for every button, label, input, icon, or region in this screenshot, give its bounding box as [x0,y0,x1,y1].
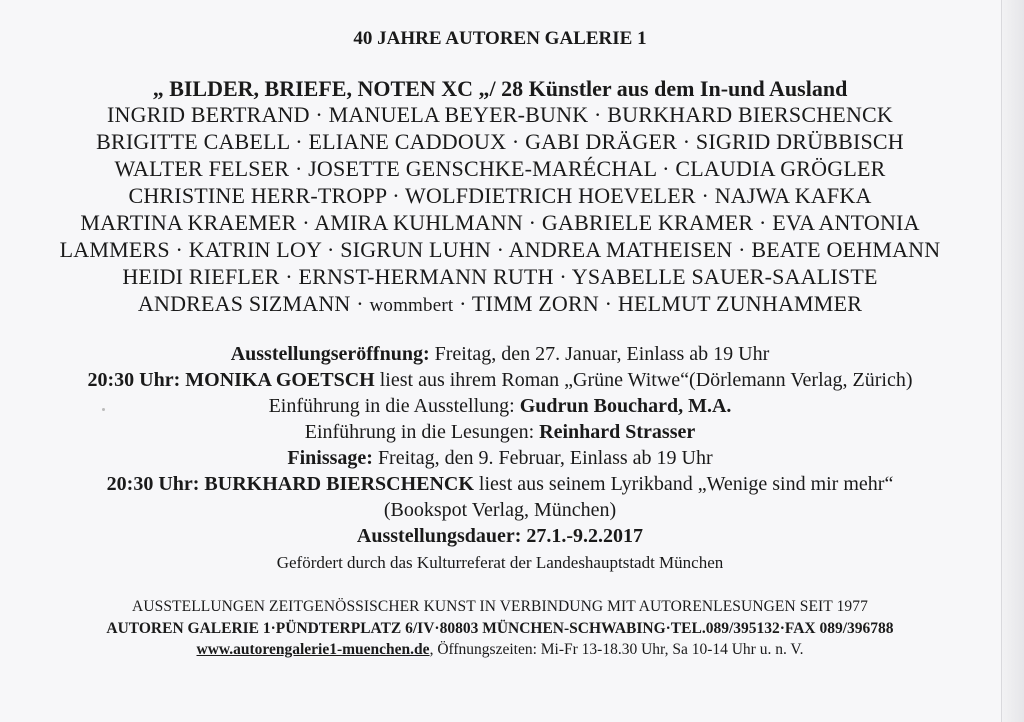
artist-name-lowercase: wommbert [369,295,454,316]
artist-line: INGRID BERTRAND · MANUELA BEYER-BUNK · BURKHARD BIERSCHENCK [107,102,893,127]
intro-readings-name: Reinhard Strasser [539,421,696,443]
reading2-time: 20:30 Uhr: BURKHARD BIERSCHENCK [106,473,474,495]
page-edge [1001,0,1024,722]
artist-line: MARTINA KRAEMER · AMIRA KUHLMANN · GABRIELE KRAMER · EVA ANTONIA [80,210,920,235]
artist-line: BRIGITTE CABELL · ELIANE CADDOUX · GABI DRÄGER · SIGRID DRÜBBISCH [96,129,904,154]
duration-line: Ausstellungsdauer: 27.1.-9.2.2017 [356,525,644,547]
finissage-label: Finissage: [287,447,373,469]
footer-tagline: AUSSTELLUNGEN ZEITGENÖSSISCHER KUNST IN VERBINDUNG MIT AUTORENLESUNGEN SEIT 1977 [132,598,868,615]
artist-name: ANDREAS SIZMANN · [137,291,370,316]
footer-address: AUTOREN GALERIE 1·PÜNDTERPLATZ 6/IV·80803 MÜNCHEN-SCHWABING·TEL.089/395132·FAX 089/396788 [106,620,894,637]
footer-web-line [0,641,1000,659]
intro-exhibition-name: Gudrun Bouchard, M.A. [519,395,732,417]
reading1-text: liest aus ihrem Roman „Grüne Witwe“(Dörlemann Verlag, Zürich) [374,369,913,391]
reading1-time: 20:30 Uhr: MONIKA GOETSCH [87,369,375,391]
intro-exhibition-line [0,395,1000,418]
artist-line: HEIDI RIEFLER · ERNST-HERMANN RUTH · YSABELLE SAUER-SAALISTE [122,264,878,289]
artist-line: WALTER FELSER · JOSETTE GENSCHKE-MARÉCHAL · CLAUDIA GRÖGLER [114,156,886,181]
opening-text: Freitag, den 27. Januar, Einlass ab 19 Uhr [429,343,770,365]
exhibition-subtitle: „ BILDER, BRIEFE, NOTEN XC „/ 28 Künstler aus dem In-und Ausland [152,76,848,101]
card-heading: 40 JAHRE AUTOREN GALERIE 1 [353,28,647,49]
artist-line-last [0,291,1000,317]
publisher2-line: (Bookspot Verlag, München) [383,499,617,521]
artist-line: CHRISTINE HERR-TROPP · WOLFDIETRICH HOEVELER · NAJWA KAFKA [128,183,872,208]
opening-label: Ausstellungseröffnung: [230,343,430,365]
intro-readings-text: Einführung in die Lesungen: [304,421,540,443]
reading1-line [0,369,1000,392]
sponsor-line: Gefördert durch das Kulturreferat der Landeshauptstadt München [276,553,724,572]
opening-hours: , Öffnungszeiten: Mi-Fr 13-18.30 Uhr, Sa 10-14 Uhr u. n. V. [429,641,804,658]
artist-name: · TIMM ZORN · HELMUT ZUNHAMMER [453,291,863,316]
intro-exhibition-text: Einführung in die Ausstellung: [268,395,520,417]
reading2-line [0,473,1000,496]
artist-line: LAMMERS · KATRIN LOY · SIGRUN LUHN · ANDREA MATHEISEN · BEATE OEHMANN [59,237,941,262]
finissage-text: Freitag, den 9. Februar, Einlass ab 19 Uhr [372,447,713,469]
finissage-line [0,447,1000,470]
website-link[interactable]: www.autorengalerie1-muenchen.de [196,641,430,658]
reading2-text: liest aus seinem Lyrikband „Wenige sind mir mehr“ [473,473,894,495]
intro-readings-line [0,421,1000,444]
opening-line [0,343,1000,366]
